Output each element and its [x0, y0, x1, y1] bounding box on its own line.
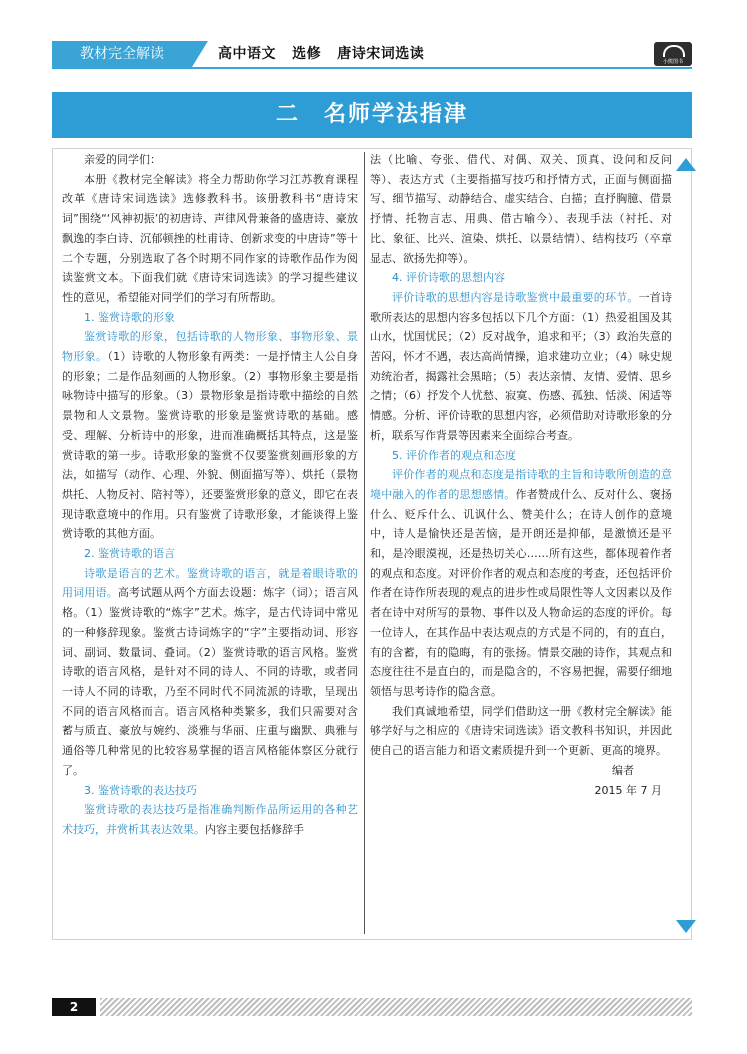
key-sentence: 鉴赏诗歌的形象，包括诗歌的人物形象、事物形象、景物形象。 [62, 330, 358, 364]
paragraph [62, 564, 358, 781]
date-line: 2015 年 7 月 [594, 783, 662, 797]
paragraph [370, 465, 672, 701]
body-text: 内容主要包括修辞手 [205, 822, 304, 836]
paragraph [62, 800, 358, 839]
footer-stripes-decoration [100, 998, 692, 1016]
page-header [52, 41, 692, 67]
publisher-logo [654, 42, 692, 66]
section-heading: 3. 鉴赏诗歌的表达技巧 [84, 783, 197, 797]
header-rule [52, 67, 692, 69]
body-text: 本册《教材完全解读》将全力帮助你学习江苏教育课程改革《唐诗宋词选读》选修教科书。该册教科书“唐诗宋词”围绕“‘风神初振’的初唐诗、声律风骨兼备的盛唐诗、豪放飘逸的李白诗、沉郁顿挫的杜甫诗、创新求变的中唐诗”等十二个专题，分别选取了各个时期不同作家的诗歌作品作为阅读鉴赏文本。下面我们就《唐诗宋词选读》的学习提些建议性的意见，希望能对同学们的学习有所帮助。 [62, 172, 358, 304]
paragraph [62, 150, 358, 170]
body-text: 高考试题从两个方面去设题：炼字（词）；语言风格。（1）鉴赏诗歌的“炼字”艺术。炼字，是古代诗词中常见的一种修辞现象。鉴赏古诗词炼字的“字”主要指动词、形容词、副词、数量词、叠词。（2）鉴赏诗歌的语言风格。鉴赏诗歌的语言风格，是针对不同的诗人、不同的诗歌，或者同一诗人不同的诗歌，乃至不同时代不同流派的诗歌，呈现出不同的语言风格而言。语言风格种类繁多，我们只需要对含蓄与质直、豪放与婉约、淡雅与华丽、庄重与幽默、典雅与通俗等几种常见的比较容易掌握的语言风格能体察区分就行了。 [62, 586, 359, 777]
body-text: 作者赞成什么、反对什么、褒扬什么、贬斥什么、讥讽什么、赞美什么；在诗人创作的意境中，诗人是愉快还是苦恼，是开朗还是抑郁，是激愤还是平和，是冷眼漠视，还是热切关心……所有这些，都体现着作者的观点和态度。对评价作者的观点和态度的考查，还包括评价作者在诗作所表现的观点的进步性或局限性等人文因素以及作者在诗中对所写的景物、事件以及人物命运的态度的评价。每一位诗人，在其作品中表达观点的方式是不同的，有的直白，有的含蓄，有的隐晦，有的张扬。情景交融的诗作，其观点和态度往往不是直白的，而是隐含的，不容易把握，需要仔细地领悟与思考诗作的隐含意。 [370, 487, 672, 698]
scroll-down-icon[interactable] [676, 920, 696, 933]
key-sentence: 诗歌是语言的艺术。鉴赏诗歌的语言，就是着眼诗歌的用词用语。 [62, 566, 358, 600]
scroll-up-icon[interactable] [676, 158, 696, 171]
signature: 编者 [612, 763, 634, 777]
right-column [370, 150, 672, 800]
body-text: 一首诗歌所表达的思想内容多包括以下几个方面：（1）热爱祖国及其山水，忧国忧民；（2）反对战争，追求和平；（3）政治失意的苦闷，怀才不遇，表达高尚情操，追求建功立业；（4）咏史规劝统治者，揭露社会黑暗；（5）表达亲情、友情、爱情、思乡之情；（6）抒发个人忧愁、寂寞、伤感、孤独、恬淡、闲适等情感。分析、评价诗歌的思想内容，必须借助对诗歌形象的分析，联系写作背景等因素来全面综合考查。 [370, 290, 673, 442]
paragraph [370, 150, 672, 268]
paragraph [370, 702, 672, 761]
body-text: （1）诗歌的人物形象有两类：一是抒情主人公自身的形象；二是作品刻画的人物形象。（2）事物形象主要是指咏物诗中描写的形象。（3）景物形象是指诗歌中描绘的自然景物和人文景物。鉴赏诗歌的形象是鉴赏诗歌的基础。感受、理解、分析诗中的形象，进而准确概括其特点，这是鉴赏诗歌的第一步。诗歌形象的鉴赏不仅要鉴赏刻画形象的方法，如描写（动作、心理、外貌、侧面描写等）、烘托（景物烘托、人物反衬、陪衬等），还要鉴赏形象的意义，即它在表现诗歌意境中的作用。只有鉴赏了诗歌形象，才能谈得上鉴赏诗歌的其他方面。 [62, 350, 359, 541]
page-title: 二 名师学法指津 [52, 92, 692, 138]
logo-text: 小熊图书 [662, 59, 683, 65]
tag-slant-decoration [192, 41, 208, 67]
key-sentence: 评价诗歌的思想内容是诗歌鉴赏中最重要的环节。 [392, 290, 639, 304]
paragraph [62, 170, 358, 308]
paragraph [62, 327, 358, 544]
key-sentence: 评价作者的观点和态度是指诗歌的主旨和诗歌所创造的意境中融入的作者的思想感情。 [370, 468, 672, 501]
section-heading: 2. 鉴赏诗歌的语言 [84, 547, 175, 561]
logo-mark-icon [663, 45, 685, 57]
page-number: 2 [52, 998, 96, 1016]
body-text: 法（比喻、夸张、借代、对偶、双关、顶真、设问和反问等）、表达方式（主要指描写技巧和抒情方式，正面与侧面描写、细节描写、动静结合、虚实结合、白描；直抒胸臆、借景抒情、托物言志、用典、借古喻今）、表现手法（衬托、对比、象征、比兴、渲染、烘托、以景结情）、结构技巧（卒章显志、欲扬先抑等）。 [370, 153, 672, 265]
key-sentence: 鉴赏诗歌的表达技巧是指准确判断作品所运用的各种艺术技巧，并赏析其表达效果。 [62, 803, 358, 836]
body-text: 亲爱的同学们： [84, 153, 161, 166]
book-series-tag: 教材完全解读 [52, 41, 192, 67]
left-column [62, 150, 358, 840]
section-heading: 1. 鉴赏诗歌的形象 [84, 310, 175, 324]
section-heading: 4. 评价诗歌的思想内容 [392, 271, 505, 285]
breadcrumb: 高中语文 选修 唐诗宋词选读 [218, 46, 425, 62]
column-divider [364, 152, 365, 934]
body-text: 我们真诚地希望，同学们借助这一册《教材完全解读》能够学好与之相应的《唐诗宋词选读》语文教科书知识，并因此使自己的语言能力和语文素质提升到一个更新、更高的境界。 [370, 704, 672, 758]
section-heading: 5. 评价作者的观点和态度 [392, 448, 516, 462]
paragraph [370, 288, 672, 446]
